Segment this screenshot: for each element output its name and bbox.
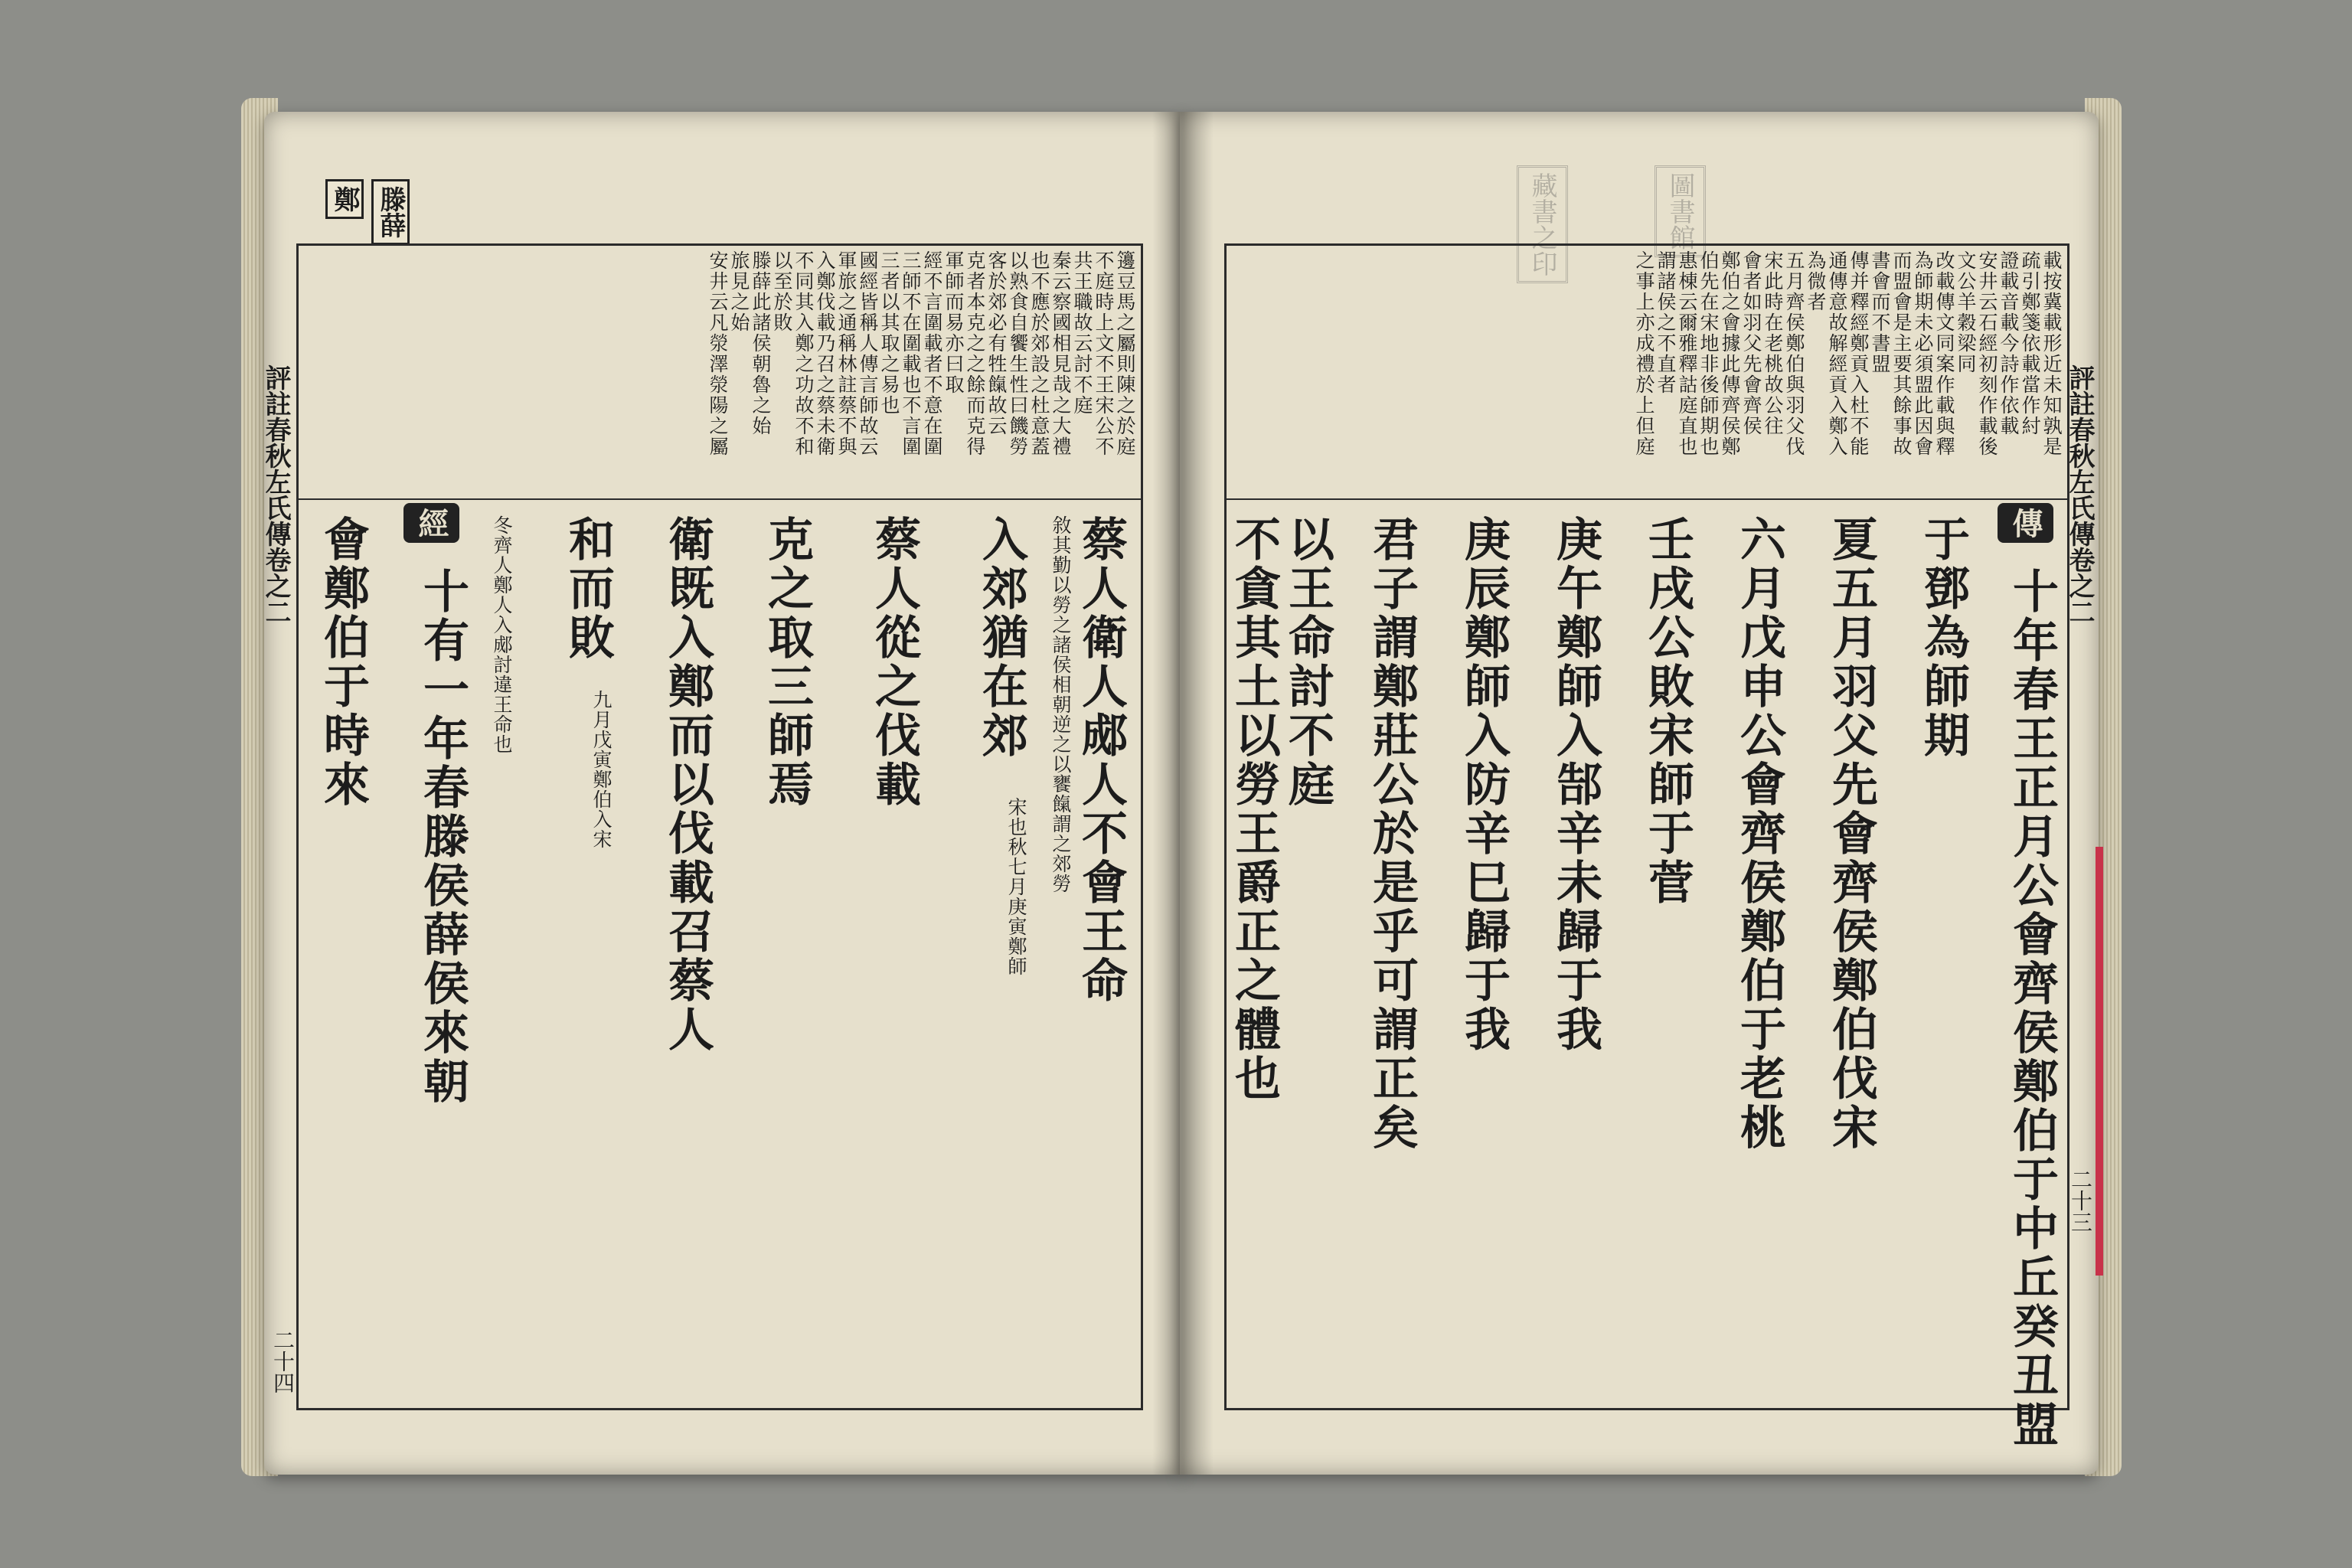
- left-note-col: 國經皆稱人傳言師故云: [857, 250, 879, 457]
- right-note-col: 改載傳文同案作載與釋: [1933, 250, 1955, 457]
- left-note-col: 三師不在圍載也不言圍: [900, 250, 922, 457]
- right-header-rule: [1227, 498, 2067, 500]
- right-main-col: 夏五月羽父先會齊侯鄭伯伐宋: [1824, 515, 1878, 1152]
- right-note-col: 通傳意故解經貢入鄭入: [1826, 250, 1848, 457]
- right-main-col: 庚午鄭師入郜辛未歸于我: [1549, 515, 1602, 1054]
- right-running-title: 評註春秋左氏傳卷之二: [2064, 364, 2095, 625]
- right-main-col: 以王命討不庭: [1281, 515, 1334, 809]
- left-note-col: 不同其入鄭之功故不和: [792, 250, 815, 457]
- left-note-col: 三者以其取之易也: [878, 250, 900, 416]
- left-text-frame: [296, 243, 1143, 1410]
- left-main-col: 十有一年春滕侯薛侯來朝: [416, 567, 469, 1106]
- left-inline-note: 冬齊人鄭人入郕討違王命也: [491, 515, 513, 754]
- right-note-col: 為師期未必須盟此因會: [1912, 250, 1934, 457]
- faded-stamp: 圖書館: [1655, 165, 1706, 257]
- left-note-col: 滕薛此諸侯朝魯之始: [750, 250, 772, 436]
- left-note-col: 籩豆馬之屬則陳之於庭: [1114, 250, 1136, 457]
- faded-stamp: 藏書之印: [1517, 165, 1568, 283]
- section-mark-zhuan: 傳: [1998, 503, 2053, 543]
- left-inline-note: 敘其勤以勞之諸侯相朝逆之以饔餼謂之郊勞: [1050, 515, 1072, 893]
- right-note-col: 而盟會是主要其餘事故: [1890, 250, 1913, 457]
- right-main-col: 六月戊申公會齊侯鄭伯于老桃: [1733, 515, 1786, 1152]
- right-note-col: 證載音載今詩作依載: [1998, 250, 2020, 436]
- left-page-number: 二十四: [270, 1329, 296, 1393]
- right-main-col: 于鄧為師期: [1916, 515, 1970, 760]
- right-note-col: 謂諸侯之不直者: [1655, 250, 1677, 395]
- left-main-col: 克之取三師焉: [760, 515, 814, 809]
- left-page: [260, 112, 1183, 1475]
- right-page: [1180, 112, 2099, 1475]
- left-note-col: 客於郊必有牲餼故云: [985, 250, 1008, 436]
- left-note-col: 經不言圍載者不意在圍: [921, 250, 943, 457]
- left-main-col: 和而敗: [561, 515, 615, 662]
- open-book: [260, 90, 2100, 1498]
- right-note-col: 載按冀載形近未知孰是: [2040, 250, 2063, 457]
- left-note-col: 克者本克之之餘而克得: [964, 250, 986, 457]
- left-main-col: 入郊猶在郊: [975, 515, 1028, 760]
- left-note-col: 也不應於郊設之杜意蓋: [1028, 250, 1050, 457]
- red-fore-edge-mark: [2096, 847, 2103, 1276]
- left-header-rule: [299, 498, 1141, 500]
- right-note-col: 惠棟云爾雅釋詁庭直也: [1676, 250, 1698, 457]
- left-main-col: 衛既入鄭而以伐載召蔡人: [661, 515, 714, 1054]
- right-main-col: 君子謂鄭莊公於是乎可謂正矣: [1365, 515, 1419, 1152]
- left-inline-note: 九月戊寅鄭伯入宋: [590, 690, 612, 849]
- right-note-col: 傳并釋經鄭貢入杜不能: [1847, 250, 1870, 457]
- right-note-col: 書會而不書盟: [1869, 250, 1891, 374]
- left-note-col: 共王職故云討不庭: [1071, 250, 1093, 416]
- left-note-col: 軍旅之通稱林註蔡不與: [835, 250, 858, 457]
- left-note-col: 以至於敗: [771, 250, 793, 333]
- right-note-col: 伯先在宋地非後師期也: [1697, 250, 1720, 457]
- right-note-col: 宋此時在老桃故公往: [1762, 250, 1784, 436]
- left-note-col: 以熟食自饗生性曰饑勞: [1007, 250, 1029, 457]
- left-note-col: 軍師而易亦曰取: [942, 250, 965, 395]
- left-note-col: 秦云察國相見哉之大禮: [1050, 250, 1072, 457]
- right-main-col: 不貪其土以勞王爵正之體也: [1227, 515, 1281, 1103]
- right-page-number: 二十三: [2068, 1168, 2093, 1233]
- right-note-col: 之事上亦成禮於上但庭: [1633, 250, 1655, 457]
- header-box-1: 鄭: [325, 179, 364, 219]
- right-note-col: 疏引鄭箋依載當作紂: [2019, 250, 2041, 436]
- section-mark-jing: 經: [403, 503, 459, 543]
- right-text-frame: [1224, 243, 2069, 1449]
- left-note-col: 旅見之始: [728, 250, 750, 333]
- right-note-col: 為微者: [1805, 250, 1827, 312]
- left-running-title: 評註春秋左氏傳卷之二: [260, 364, 291, 625]
- right-main-col: 庚辰鄭師入防辛巳歸于我: [1457, 515, 1511, 1054]
- book-gutter: [1152, 112, 1214, 1475]
- left-inline-note: 宋也秋七月庚寅鄭師: [1005, 797, 1027, 976]
- header-box-2: 滕薛: [371, 179, 410, 245]
- left-main-col: 蔡人從之伐載: [867, 515, 921, 809]
- left-main-col: 蔡人衛人郕人不會王命: [1074, 515, 1128, 1005]
- right-main-col: 壬戌公敗宋師于菅: [1641, 515, 1694, 907]
- right-note-col: 安井云石經初刻作載後: [1976, 250, 1998, 457]
- right-note-col: 五月齊侯鄭伯與羽父伐: [1783, 250, 1805, 457]
- right-main-col: 十年春王正月公會齊侯鄭伯于中丘癸丑盟: [2005, 567, 2059, 1449]
- right-note-col: 文公羊穀梁同: [1955, 250, 1977, 374]
- left-note-col: 安井云凡滎澤滎陽之屬: [707, 250, 729, 457]
- right-note-col: 鄭伯之會據此傳齊侯鄭: [1719, 250, 1741, 457]
- left-note-col: 入鄭伐載乃召之蔡未衛: [814, 250, 836, 457]
- left-main-col: 會鄭伯于時來: [316, 515, 370, 809]
- left-note-col: 不庭時上文不王宋公不: [1093, 250, 1115, 457]
- right-note-col: 會者如羽父先會齊侯: [1740, 250, 1762, 436]
